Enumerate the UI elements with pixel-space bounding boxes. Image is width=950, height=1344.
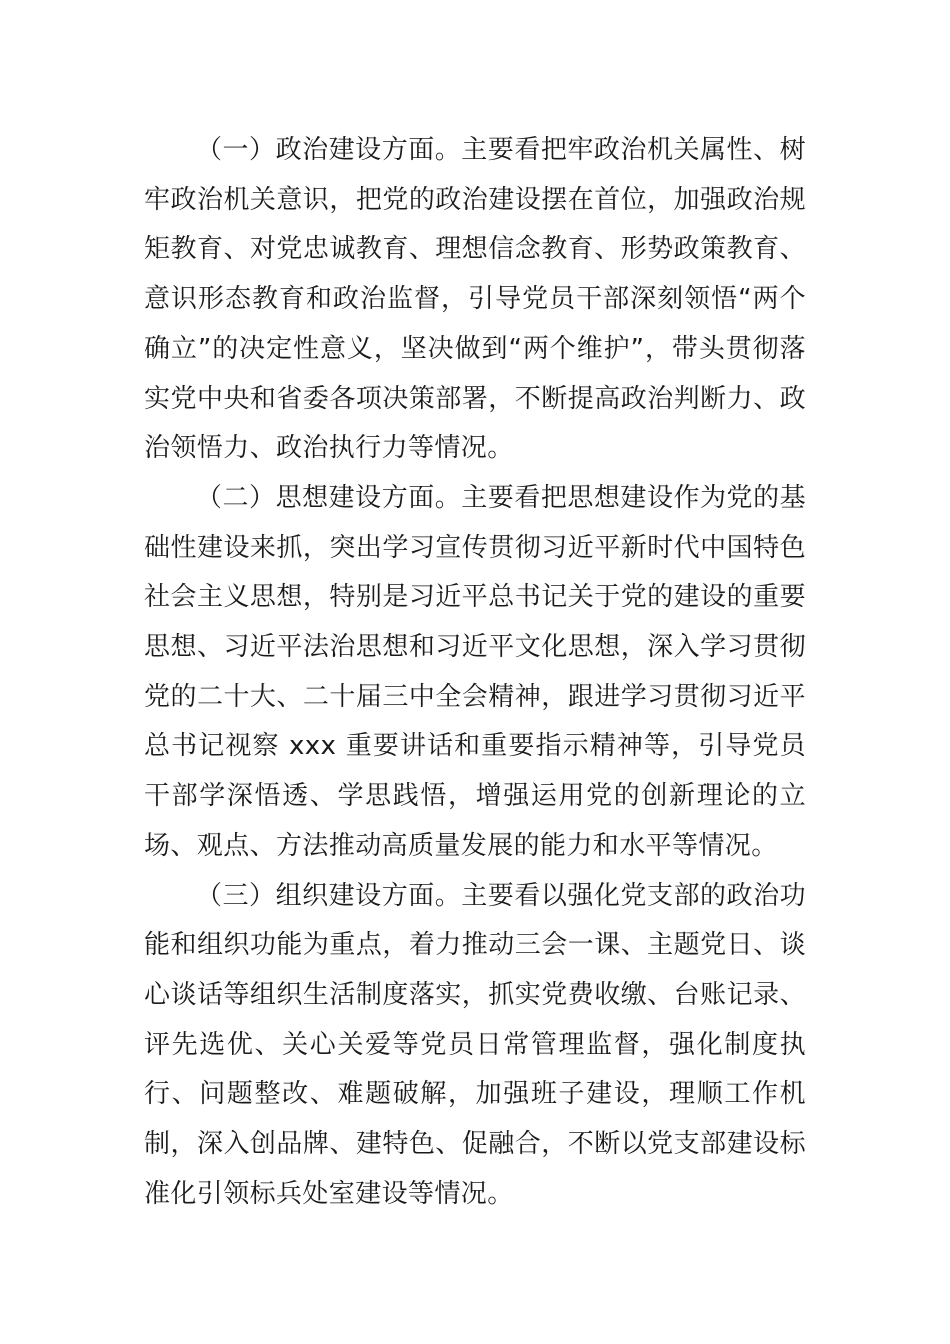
document-body [144,126,806,1219]
paragraph-political-construction: （一）政治建设方面。主要看把牢政治机关属性、树牢政治机关意识，把党的政治建设摆在首位，加强政治规矩教育、对党忠诚教育、理想信念教育、形势政策教育、意识形态教育和政治监督，引导党员干部深刻领悟“两个确立”的决定性意义，坚决做到“两个维护”，带头贯彻落实党中央和省委各项决策部署，不断提高政治判断力、政治领悟力、政治执行力等情况。 [144,135,806,464]
paragraph-organizational-construction: （三）组织建设方面。主要看以强化党支部的政治功能和组织功能为重点，着力推动三会一课、主题党日、谈心谈话等组织生活制度落实，抓实党费收缴、台账记录、评先选优、关心关爱等党员日常管理监督，强化制度执行、问题整改、难题破解，加强班子建设，理顺工作机制，深入创品牌、建特色、促融合，不断以党支部建设标准化引领标兵处室建设等情况。 [144,880,806,1209]
paragraph-ideological-construction: （二）思想建设方面。主要看把思想建设作为党的基础性建设来抓，突出学习宣传贯彻习近平新时代中国特色社会主义思想，特别是习近平总书记关于党的建设的重要思想、习近平法治思想和习近平文化思想，深入学习贯彻党的二十大、二十届三中全会精神，跟进学习贯彻习近平总书记视察 xxx 重要讲话和重要指示精神等，引导党员干部学深悟透、学思践悟，增强运用党的创新理论的立场、观点、方法推动高质量发展的能力和水平等情况。 [144,482,806,861]
